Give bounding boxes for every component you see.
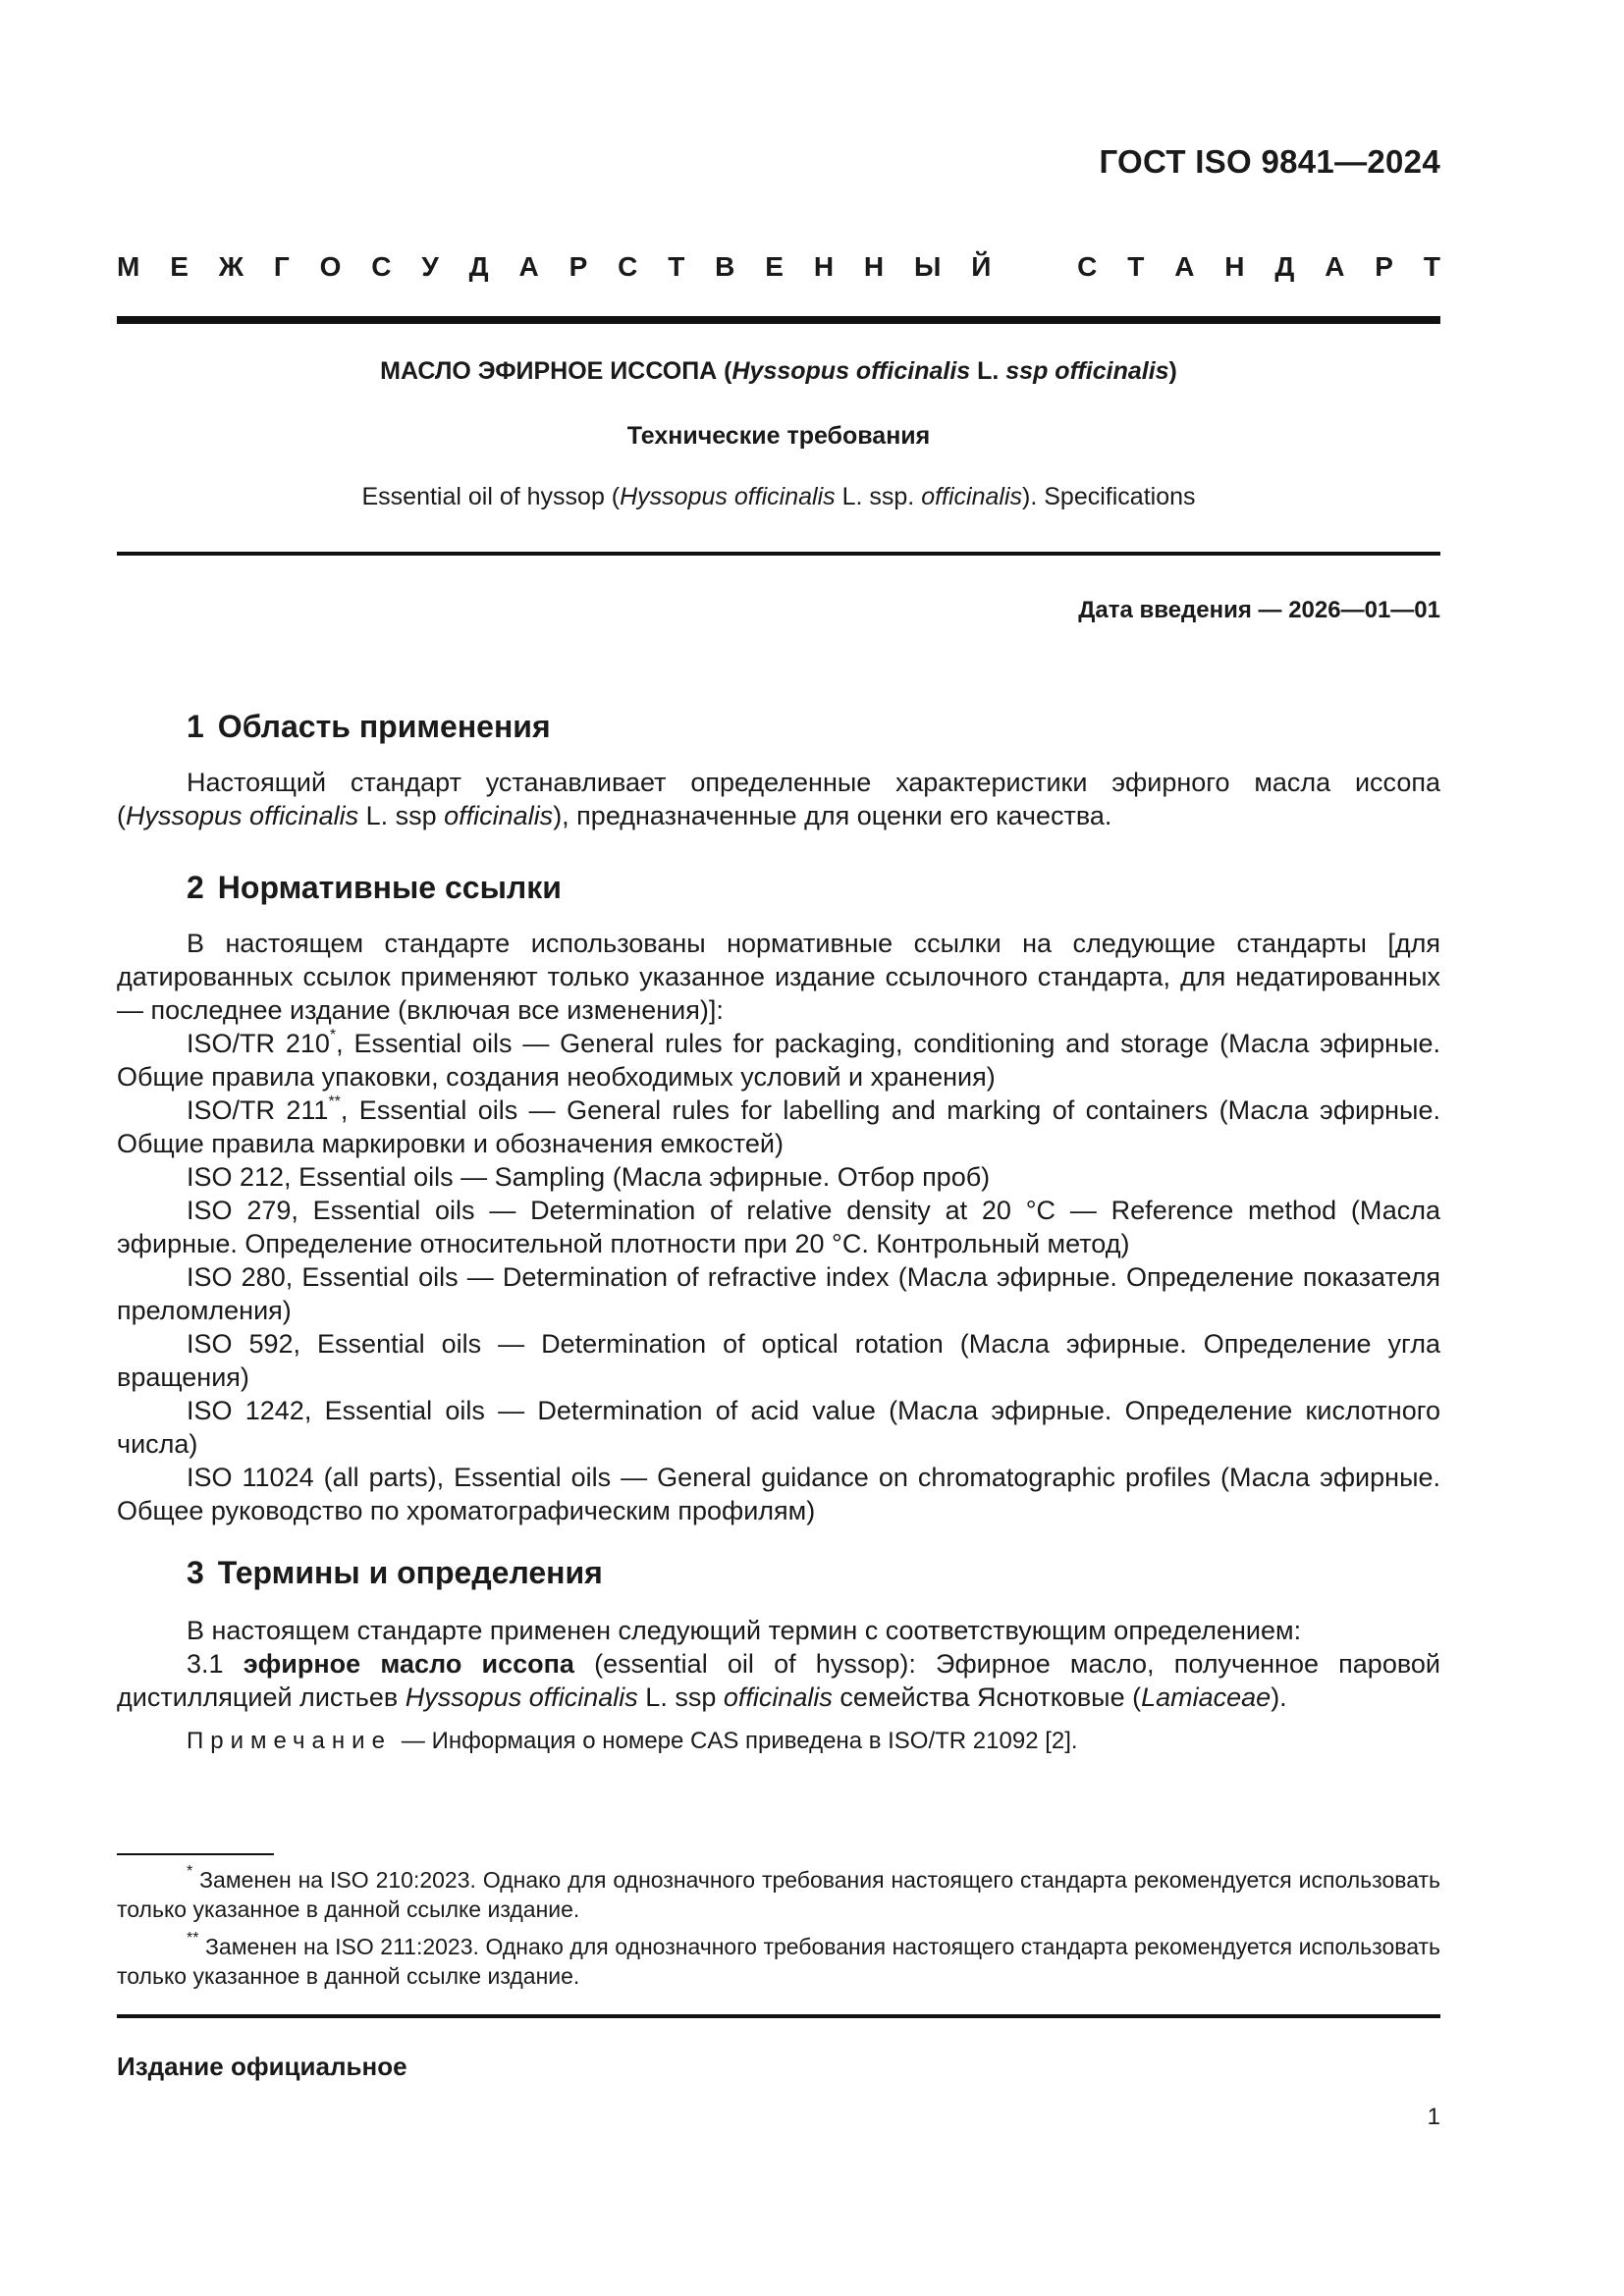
title-ru-prefix: МАСЛО ЭФИРНОЕ ИССОПА ( — [380, 357, 732, 385]
banner-word-gap — [1021, 251, 1047, 283]
standard-letter: Р — [1375, 251, 1393, 282]
standard-letter: А — [1174, 251, 1195, 282]
header-rule — [117, 316, 1440, 324]
term-text-b: L. ssp — [637, 1682, 724, 1712]
title-ru-genus: Hyssopus officinalis — [731, 357, 971, 385]
interstate-letter: Й — [971, 251, 992, 282]
reference-item: ISO 280, Essential oils — Determination of refractive index (Масла эфирные. Определение показателя преломления) — [117, 1262, 1440, 1325]
standard-letter: Т — [1127, 251, 1145, 282]
section-1-body — [117, 766, 1440, 832]
note-text: — Информация о номере CAS приведена в ISO/TR 21092 [2]. — [401, 1728, 1078, 1754]
reference-item: ISO 212, Essential oils — Sampling (Масла эфирные. Отбор проб) — [187, 1162, 991, 1192]
interstate-letter: Г — [273, 251, 290, 282]
title-en-suffix: ). Specifications — [1022, 483, 1196, 510]
footnote-1-mark: * — [187, 1863, 193, 1881]
term-definition — [117, 1647, 1440, 1714]
interstate-letter: Е — [765, 251, 784, 282]
section-3-number: 3 — [187, 1555, 204, 1590]
section-2-intro: В настоящем стандарте использованы нормативные ссылки на следующие стандарты [для датированных ссылок применяют только указанное издание ссылочного стандарта, для недатированных — последнее издание (включая все изменения)]: — [117, 929, 1440, 1025]
footnote-1 — [117, 1865, 1440, 1924]
term-family: Lamiaceae — [1141, 1682, 1272, 1712]
interstate-letter: М — [117, 251, 140, 282]
document-code: ГОСТ ISO 9841—2024 — [1099, 143, 1440, 180]
section-1-paragraph — [117, 766, 1440, 832]
s1-genus: Hyssopus officinalis — [126, 801, 359, 830]
ref-211-footnote-mark: ** — [328, 1094, 341, 1110]
s1-text-b: L. ssp — [358, 801, 445, 830]
interstate-letter: С — [371, 251, 392, 282]
term-genus: Hyssopus officinalis — [405, 1682, 638, 1712]
section-3-title: Термины и определения — [217, 1555, 603, 1590]
interstate-letter: Р — [568, 251, 588, 282]
ref-210-code: ISO/TR 210 — [187, 1029, 330, 1058]
reference-item: ISO 592, Essential oils — Determination of optical rotation (Масла эфирные. Определение угла вращения) — [117, 1329, 1440, 1392]
reference-item: ISO 1242, Essential oils — Determination of acid value (Масла эфирные. Определение кислотного числа) — [117, 1396, 1440, 1459]
s1-text-a: Настоящий стандарт устанавливает определенные характеристики эфирного масла иссопа ( — [117, 768, 1440, 830]
page-number: 1 — [1427, 2104, 1440, 2130]
section-3-heading — [187, 1555, 603, 1591]
ref-210-footnote-mark: * — [329, 1027, 337, 1043]
interstate-letter: Т — [668, 251, 685, 282]
title-ru-suffix: ) — [1168, 357, 1177, 385]
subtitle-russian: Технические требования — [626, 422, 931, 450]
section-3-intro: В настоящем стандарте применен следующий термин с соответствующим определением: — [187, 1616, 1302, 1645]
note — [187, 1728, 1078, 1755]
section-2-body — [117, 927, 1440, 1527]
interstate-letter: А — [518, 251, 539, 282]
title-en-genus: Hyssopus officinalis — [620, 483, 836, 510]
section-2-heading — [187, 870, 562, 906]
section-2-title: Нормативные ссылки — [217, 870, 562, 905]
standard-letter: А — [1325, 251, 1345, 282]
title-en-ssp: officinalis — [921, 483, 1023, 510]
standard-letter: Н — [1224, 251, 1245, 282]
footnote-2-text: Заменен на ISO 211:2023. Однако для однозначного требования настоящего стандарта рекомендуется использовать только указанное в данной ссылке издание. — [117, 1934, 1440, 1989]
footer-rule — [117, 2014, 1440, 2018]
title-en-mid: L. ssp. — [835, 483, 922, 510]
section-3-body — [117, 1614, 1440, 1714]
ref-210-text: , Essential oils — General rules for packaging, conditioning and storage (Масла эфирные. Общие правила упаковки, создания необходимых условий и хранения) — [117, 1029, 1440, 1092]
s1-text-c: ), предназначенные для оценки его качества. — [553, 801, 1112, 830]
official-edition-label: Издание официальное — [117, 2052, 407, 2081]
term-name: эфирное масло иссопа — [243, 1649, 574, 1679]
section-1-title: Область применения — [217, 709, 551, 744]
reference-item: ISO 11024 (all parts), Essential oils — General guidance on chromatographic profiles (Масла эфирные. Общее руководство по хроматографическим профилям) — [117, 1463, 1440, 1525]
standard-letter: Т — [1423, 251, 1440, 282]
reference-item: ISO 279, Essential oils — Determination of relative density at 20 °C — Reference method (Масла эфирные. Определение относительной плотности при 20 °C. Контрольный метод) — [117, 1196, 1440, 1258]
title-russian — [117, 357, 1440, 386]
title-rule — [117, 552, 1440, 556]
interstate-letter: Е — [170, 251, 189, 282]
interstate-letter: Д — [468, 251, 489, 282]
ref-211-text: , Essential oils — General rules for labelling and marking of containers (Масла эфирные. Общие правила маркировки и обозначения емкостей) — [117, 1095, 1440, 1158]
note-label: Примечание — [187, 1728, 392, 1754]
interstate-letter: О — [319, 251, 342, 282]
section-2-number: 2 — [187, 870, 204, 905]
term-ssp: officinalis — [723, 1682, 833, 1712]
introduction-date: Дата введения — 2026—01—01 — [1078, 597, 1440, 623]
term-text-c: семейства Яснотковые ( — [832, 1682, 1142, 1712]
standard-letter: С — [1077, 251, 1098, 282]
term-number: 3.1 — [187, 1649, 244, 1679]
title-ru-ssp: ssp officinalis — [1005, 357, 1169, 385]
reference-iso-tr-211 — [117, 1094, 1440, 1160]
interstate-letter: В — [715, 251, 735, 282]
interstate-letter: У — [421, 251, 439, 282]
footnote-1-text: Заменен на ISO 210:2023. Однако для однозначного требования настоящего стандарта рекомендуется использовать только указанное в данной ссылке издание. — [117, 1867, 1440, 1922]
s1-ssp: officinalis — [444, 801, 554, 830]
footnote-rule — [117, 1853, 274, 1855]
interstate-letter: Ж — [218, 251, 244, 282]
footnote-2-mark: ** — [187, 1930, 199, 1948]
standard-letter: Д — [1274, 251, 1295, 282]
ref-211-code: ISO/TR 211 — [187, 1095, 329, 1125]
section-1-heading — [187, 709, 551, 745]
reference-iso-tr-210 — [117, 1027, 1440, 1094]
interstate-letter: Н — [863, 251, 885, 282]
term-text-a: (essential oil of hyssop): Эфирное масло, полученное паровой дистилляцией листьев — [117, 1649, 1440, 1712]
section-1-number: 1 — [187, 709, 204, 744]
term-text-d: ). — [1271, 1682, 1287, 1712]
interstate-letter: Ы — [914, 251, 942, 282]
title-english — [117, 483, 1440, 511]
interstate-standard-banner — [117, 251, 1440, 283]
title-ru-mid: L. — [970, 357, 1006, 385]
interstate-letter: Н — [813, 251, 835, 282]
footnote-2 — [117, 1932, 1440, 1991]
title-en-prefix: Essential oil of hyssop ( — [361, 483, 621, 510]
interstate-letter: С — [618, 251, 638, 282]
